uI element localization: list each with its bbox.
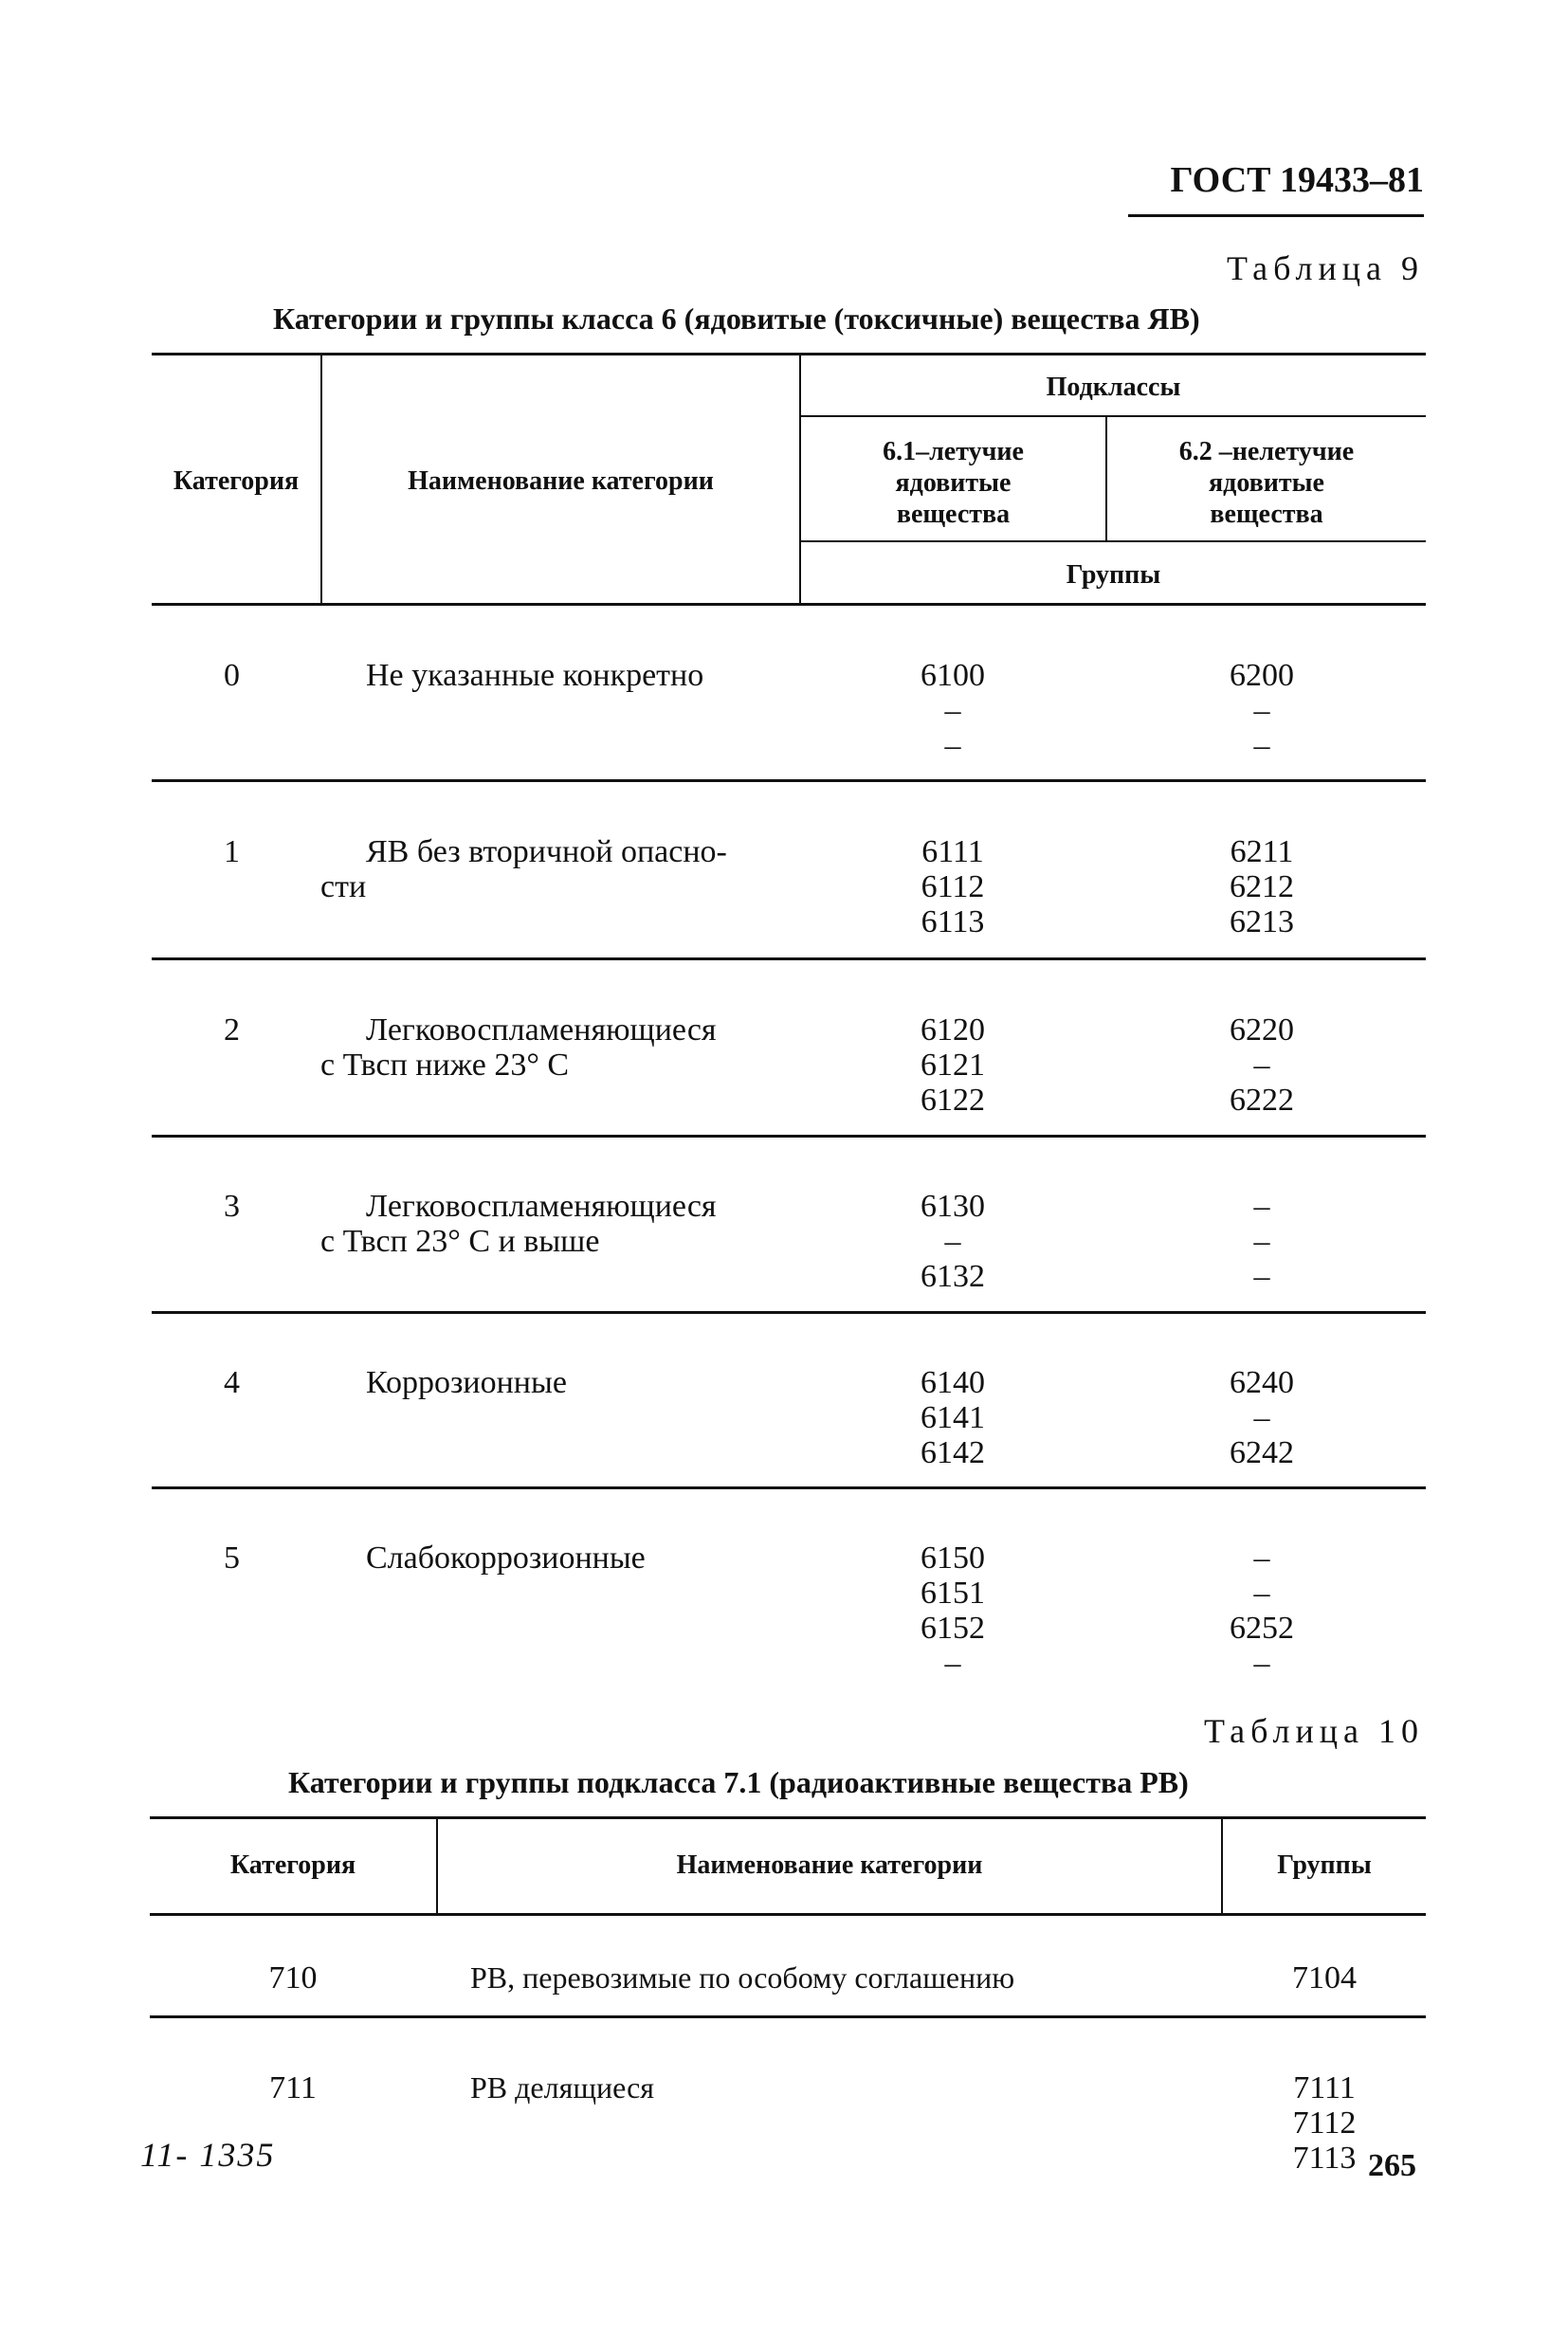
header-rule — [1128, 214, 1424, 217]
table10-label: Таблица 10 — [1204, 1712, 1424, 1750]
table9-row-3-groups-6-2: – – – — [1253, 1189, 1270, 1294]
table9-label: Таблица 9 — [1227, 249, 1424, 287]
table9-header-sub1: 6.1–летучие ядовитые вещества — [883, 437, 1024, 529]
table9-row-0-category: 0 — [224, 658, 240, 693]
table9-groups-rule — [800, 540, 1426, 542]
table9-row-4-name: Коррозионные — [366, 1365, 567, 1400]
table10-row-0-rule — [150, 2015, 1426, 2018]
table9-subclass-rule — [800, 415, 1426, 417]
table9-row-3-groups-6-1: 6130 – 6132 — [921, 1189, 985, 1294]
table10-row-1-category: 711 — [269, 2070, 317, 2105]
table9-header-sub2: 6.2 –нелетучие ядовитые вещества — [1178, 437, 1355, 529]
table9-row-0-name: Не указанные конкретно — [366, 658, 704, 693]
table9-row-4-category: 4 — [224, 1365, 240, 1400]
table9-header-subclasses: Подклассы — [1046, 373, 1181, 402]
table10-title: Категории и группы подкласса 7.1 (радиоактивные вещества РВ) — [288, 1765, 1189, 1799]
table9-row-3-rule — [152, 1311, 1426, 1314]
table9-row-0-rule — [152, 779, 1426, 782]
table9-row-1-name: ЯВ без вторичной опасно- сти — [320, 834, 727, 904]
table9-header-bottom-rule — [152, 603, 1426, 606]
table9-row-5-groups-6-1: 6150 6151 6152 – — [921, 1540, 985, 1681]
table10-header-name: Наименование категории — [676, 1850, 983, 1880]
table9-row-4-groups-6-1: 6140 6141 6142 — [921, 1365, 985, 1470]
table9-row-2-groups-6-2: 6220 – 6222 — [1230, 1012, 1294, 1118]
table9-row-1-category: 1 — [224, 834, 240, 869]
table10-header-groups: Группы — [1277, 1850, 1372, 1880]
table9-header-name: Наименование категории — [408, 466, 714, 496]
table9-row-3-category: 3 — [224, 1189, 240, 1224]
table10-row-1-groups: 7111 7112 7113 — [1292, 2070, 1357, 2176]
table9-row-5-category: 5 — [224, 1540, 240, 1576]
table9-row-2-category: 2 — [224, 1012, 240, 1048]
table9-row-5-name: Слабокоррозионные — [366, 1540, 646, 1576]
table10-row-0-name: РВ, перевозимые по особому соглашению — [470, 1960, 1015, 1995]
table10-header-bottom-rule — [150, 1913, 1426, 1916]
table10-top-rule — [150, 1816, 1426, 1819]
table9-row-0-groups-6-1: 6100 – – — [921, 658, 985, 763]
footer-print-code: 11- 1335 — [140, 2136, 276, 2174]
table9-row-4-rule — [152, 1486, 1426, 1489]
table10-row-0-category: 710 — [268, 1960, 318, 1996]
page-number: 265 — [1368, 2148, 1416, 2183]
table9-row-5-groups-6-2: – – 6252 – — [1230, 1540, 1294, 1681]
table9-row-2-rule — [152, 1135, 1426, 1138]
table10-row-1-name: РВ делящиеся — [470, 2070, 654, 2105]
table9-row-1-groups-6-2: 6211 6212 6213 — [1230, 834, 1294, 939]
table9-header-category: Категория — [173, 466, 300, 496]
document-number: ГОСТ 19433–81 — [1170, 160, 1424, 200]
table9-row-2-groups-6-1: 6120 6121 6122 — [921, 1012, 985, 1118]
table9-header-groups: Группы — [1066, 560, 1161, 590]
table9-row-2-name: Легковоспламеняющиеся с Твсп ниже 23° С — [320, 1012, 717, 1083]
table10-row-0-groups: 7104 — [1292, 1960, 1357, 1996]
table9-row-0-groups-6-2: 6200 – – — [1230, 658, 1294, 763]
table9-top-rule — [152, 353, 1426, 355]
table9-title: Категории и группы класса 6 (ядовитые (токсичные) вещества ЯВ) — [273, 301, 1200, 336]
table9-row-3-name: Легковоспламеняющиеся с Твсп 23° С и выше — [320, 1189, 717, 1259]
table9-row-1-rule — [152, 957, 1426, 960]
table9-row-1-groups-6-1: 6111 6112 6113 — [921, 834, 985, 939]
table9-row-4-groups-6-2: 6240 – 6242 — [1230, 1365, 1294, 1470]
table10-header-category: Категория — [229, 1850, 356, 1880]
